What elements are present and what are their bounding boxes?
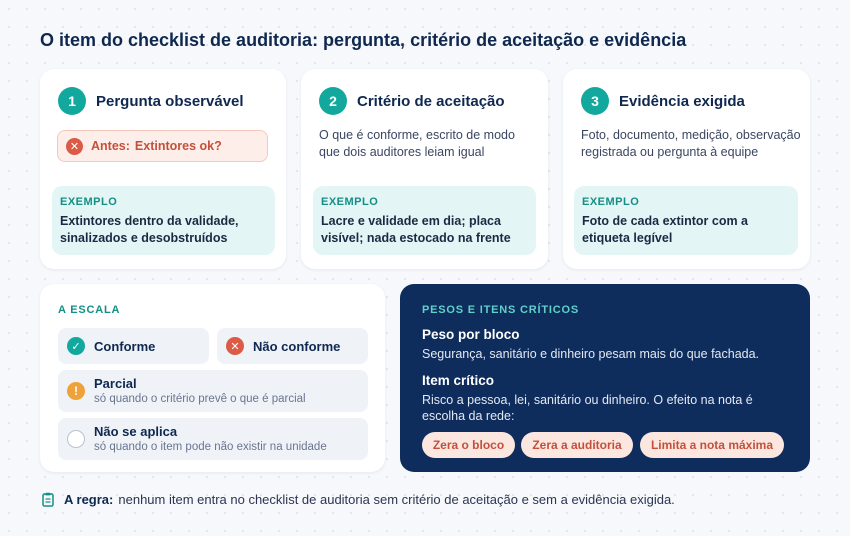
- step-description: O que é conforme, escrito de modo que dois auditores leiam igual: [319, 128, 515, 159]
- rule-footer: [42, 492, 675, 507]
- critical-item-title: Item crítico: [422, 373, 495, 388]
- page-title: O item do checklist de auditoria: pergunta, critério de aceitação e evidência: [40, 30, 687, 50]
- step-number-badge: 1: [58, 87, 86, 115]
- check-icon: ✓: [67, 337, 85, 355]
- scale-option-parcial: [58, 370, 368, 412]
- block-weight-text: Segurança, sanitário e dinheiro pesam mais do que fachada.: [422, 347, 760, 361]
- before-label: Antes:: [91, 139, 130, 153]
- critical-item-text: Risco a pessoa, lei, sanitário ou dinheiro. O efeito na nota é escolha da rede:: [422, 393, 753, 423]
- scale-option-nao-conforme: [217, 328, 368, 364]
- example-box: [52, 186, 275, 255]
- empty-circle-icon: [67, 430, 85, 448]
- scale-option-label: Não conforme: [253, 338, 341, 354]
- example-label: EXEMPLO: [582, 196, 640, 208]
- block-weight-title: Peso por bloco: [422, 327, 520, 342]
- scale-card: [40, 284, 385, 472]
- pill-limita-nota: Limita a nota máxima: [640, 432, 784, 458]
- example-label: EXEMPLO: [321, 196, 379, 208]
- scale-option-conforme: [58, 328, 209, 364]
- before-text: Extintores ok?: [134, 139, 222, 153]
- weights-card: [400, 284, 810, 472]
- rule-label: A regra:: [64, 492, 114, 507]
- clipboard-icon: [42, 492, 54, 507]
- example-text: Extintores dentro da validade, sinalizados e desobstruídos: [60, 214, 239, 245]
- rule-text: nenhum item entra no checklist de auditoria sem critério de aceitação e sem a evidência exigida.: [118, 492, 675, 507]
- example-box: [574, 186, 798, 255]
- step-description: Foto, documento, medição, observação registrada ou pergunta à equipe: [581, 128, 801, 159]
- scale-option-label: Conforme: [94, 338, 156, 354]
- step-title: Evidência exigida: [619, 93, 745, 110]
- step-title: Pergunta observável: [96, 93, 244, 110]
- scale-option-nao-aplica: [58, 418, 368, 460]
- x-icon: ✕: [66, 138, 83, 155]
- scale-option-label: Não se aplica: [94, 424, 178, 439]
- step-title: Critério de aceitação: [357, 93, 505, 110]
- scale-option-subtext: só quando o critério prevê o que é parcial: [94, 393, 306, 405]
- pill-zera-bloco: Zera o bloco: [422, 432, 515, 458]
- step-number-badge: 2: [319, 87, 347, 115]
- example-text: Lacre e validade em dia; placa visível; nada estocado na frente: [321, 214, 511, 245]
- example-label: EXEMPLO: [60, 196, 118, 208]
- step-number-badge: 3: [581, 87, 609, 115]
- weights-label: PESOS E ITENS CRÍTICOS: [422, 304, 579, 316]
- example-box: [313, 186, 536, 255]
- warning-icon: !: [67, 382, 85, 400]
- step-card-criterion: [301, 69, 548, 269]
- step-card-evidence: [563, 69, 810, 269]
- pill-zera-auditoria: Zera a auditoria: [521, 432, 633, 458]
- scale-option-label: Parcial: [94, 376, 137, 391]
- step-card-question: [40, 69, 286, 269]
- x-icon: ✕: [226, 337, 244, 355]
- before-example-box: [57, 130, 268, 162]
- scale-label: A ESCALA: [58, 304, 121, 316]
- example-text: Foto de cada extintor com a etiqueta legível: [582, 214, 749, 245]
- scale-option-subtext: só quando o item pode não existir na unidade: [94, 441, 327, 453]
